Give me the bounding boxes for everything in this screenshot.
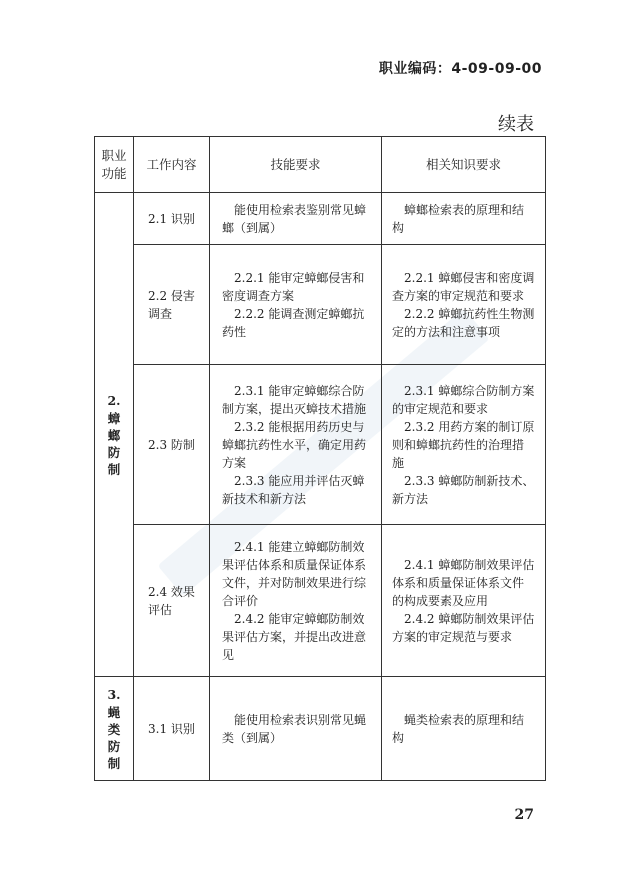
knowledge-cell: 蟑螂检索表的原理和结构 — [382, 193, 546, 245]
skill-cell: 2.3.1 能审定蟑螂综合防制方案，提出灭蟑技术措施 2.3.2 能根据用药历史与蟑螂抗药性水平，确定用药方案 2.3.3 能应用并评估灭蟑新技术和新方法 — [210, 365, 382, 525]
header-knowledge: 相关知识要求 — [382, 137, 546, 193]
function-cell: 3. 蝇类防制 — [95, 677, 134, 781]
occupation-code: 职业编码：4-09-09-00 — [378, 61, 542, 77]
header-skill: 技能要求 — [210, 137, 382, 193]
skill-cell: 能使用检索表鉴别常见蟑螂（到属） — [210, 193, 382, 245]
table-row — [95, 677, 546, 781]
knowledge-cell: 2.2.1 蟑螂侵害和密度调查方案的审定规范和要求 2.2.2 蟑螂抗药性生物测定的方法和注意事项 — [382, 245, 546, 365]
knowledge-cell: 2.4.1 蟑螂防制效果评估体系和质量保证体系文件的构成要素及应用 2.4.2 蟑螂防制效果评估方案的审定规范与要求 — [382, 525, 546, 677]
skill-cell: 2.4.1 能建立蟑螂防制效果评估体系和质量保证体系文件，并对防制效果进行综合评价 2.4.2 能审定蟑螂防制效果评估方案，并提出改进意见 — [210, 525, 382, 677]
work-content: 2.3 防制 — [134, 365, 210, 525]
page-number: 27 — [514, 807, 534, 823]
skill-cell: 能使用检索表识别常见蝇类（到属） — [210, 677, 382, 781]
table-row — [95, 365, 546, 525]
skills-table — [94, 136, 546, 781]
skill-cell: 2.2.1 能审定蟑螂侵害和密度调查方案 2.2.2 能调查测定蟑螂抗药性 — [210, 245, 382, 365]
table-row — [95, 193, 546, 245]
continued-label: 续表 — [498, 114, 534, 135]
function-cell: 2. 蟑螂防制 — [95, 193, 134, 677]
work-content: 2.2 侵害调查 — [134, 245, 210, 365]
table-row — [95, 245, 546, 365]
work-content: 3.1 识别 — [134, 677, 210, 781]
work-content: 2.1 识别 — [134, 193, 210, 245]
table-row — [95, 525, 546, 677]
header-work: 工作内容 — [134, 137, 210, 193]
header-func: 职业 功能 — [95, 137, 134, 193]
work-content: 2.4 效果评估 — [134, 525, 210, 677]
knowledge-cell: 2.3.1 蟑螂综合防制方案的审定规范和要求 2.3.2 用药方案的制订原则和蟑螂抗药性的治理措施 2.3.3 蟑螂防制新技术、新方法 — [382, 365, 546, 525]
knowledge-cell: 蝇类检索表的原理和结构 — [382, 677, 546, 781]
